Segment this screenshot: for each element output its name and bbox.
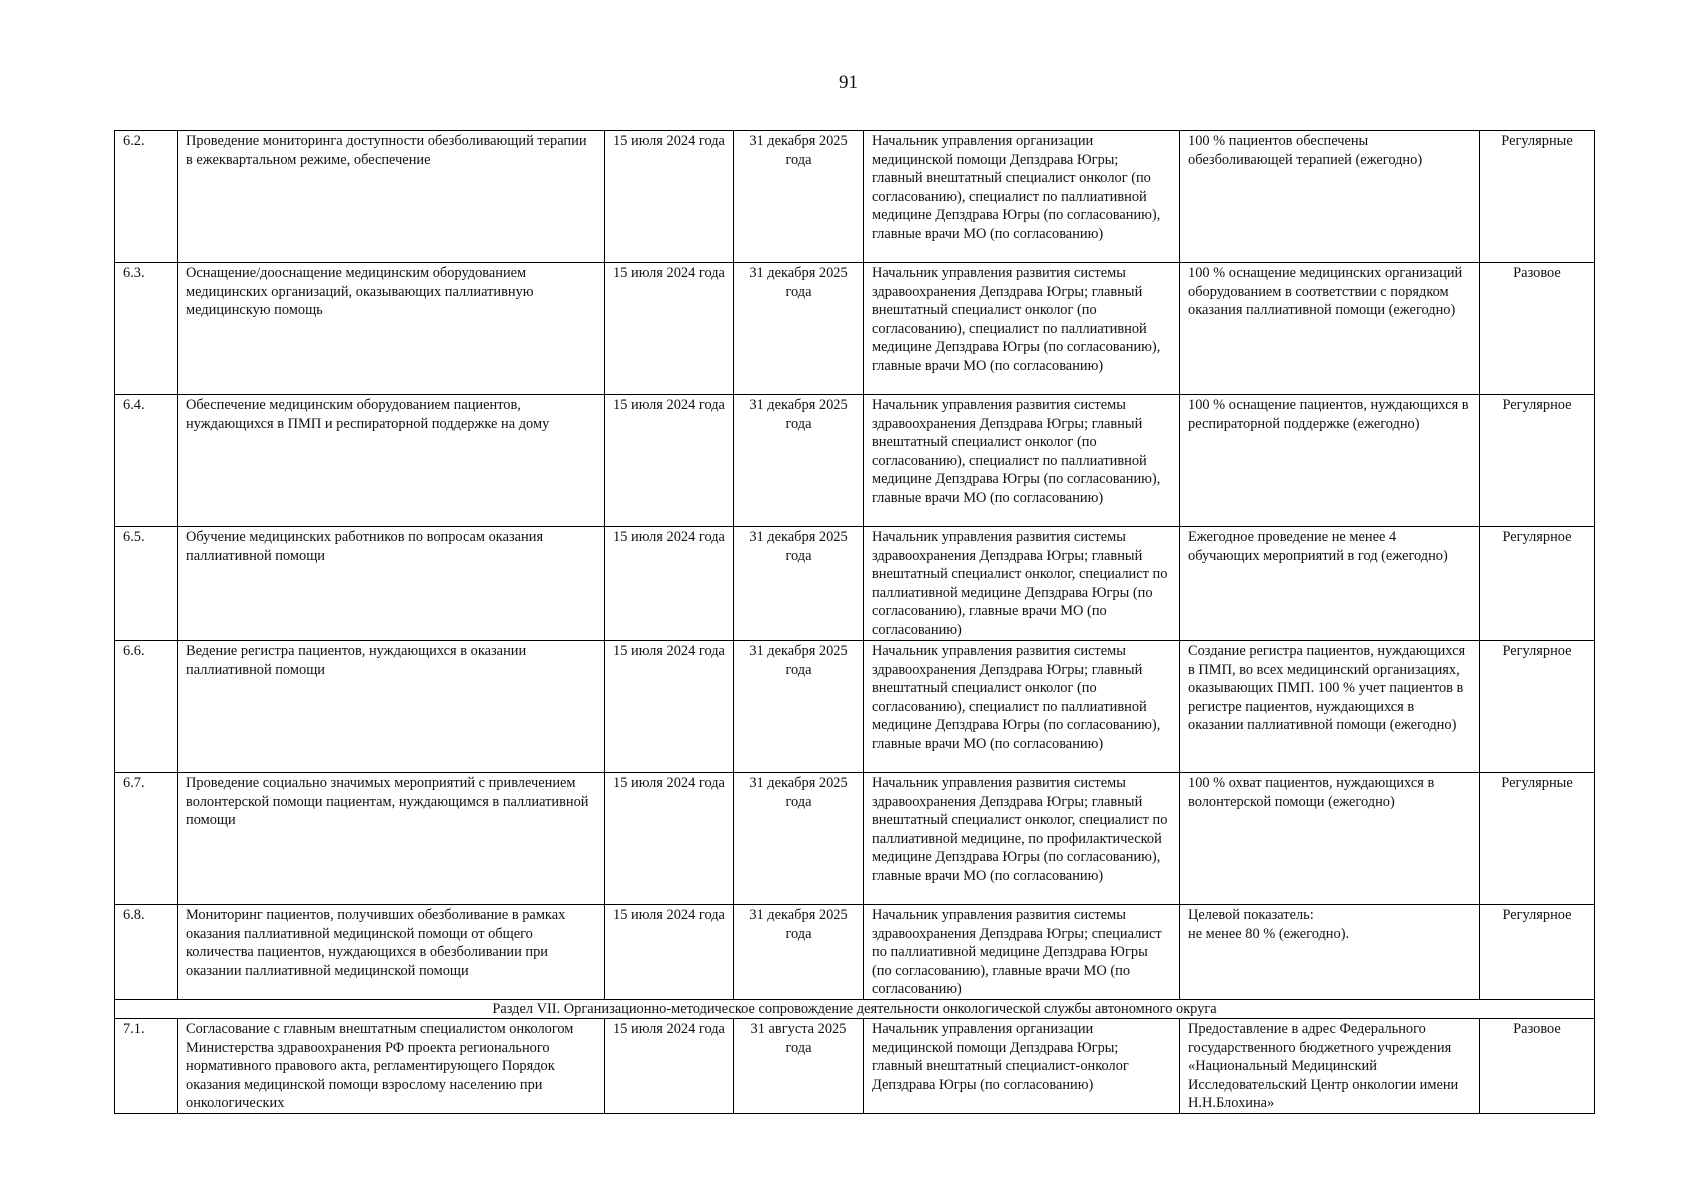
end-date: 31 декабря 2025 года	[734, 263, 864, 395]
event-type: Регулярные	[1480, 131, 1595, 263]
row-number: 6.5.	[115, 527, 178, 641]
table-row	[115, 905, 1595, 1000]
action-plan-table	[114, 130, 1595, 1114]
row-number: 6.8.	[115, 905, 178, 1000]
table-row	[115, 641, 1595, 773]
end-date: 31 августа 2025 года	[734, 1019, 864, 1114]
end-date: 31 декабря 2025 года	[734, 641, 864, 773]
start-date: 15 июля 2024 года	[605, 641, 734, 773]
page-number: 91	[839, 72, 858, 93]
responsible: Начальник управления развития системы здравоохранения Депздрава Югры; главный внештатный специалист онколог, специалист по паллиативной медицине, по профилактической медицине Депздрава Югры (по согласованию), главные врачи МО (по согласованию)	[864, 773, 1180, 905]
event-type: Регулярные	[1480, 773, 1595, 905]
event-name: Ведение регистра пациентов, нуждающихся в оказании паллиативной помощи	[178, 641, 605, 773]
row-number: 6.4.	[115, 395, 178, 527]
responsible: Начальник управления развития системы здравоохранения Депздрава Югры; главный внештатный специалист онколог (по согласованию), специалист по паллиативной медицине Депздрава Югры (по согласованию), главные врачи МО (по согласованию)	[864, 263, 1180, 395]
event-name: Обучение медицинских работников по вопросам оказания паллиативной помощи	[178, 527, 605, 641]
event-type: Регулярное	[1480, 395, 1595, 527]
start-date: 15 июля 2024 года	[605, 773, 734, 905]
table-row	[115, 773, 1595, 905]
expected-result: 100 % оснащение медицинских организаций оборудованием в соответствии с порядком оказания паллиативной помощи (ежегодно)	[1180, 263, 1480, 395]
event-name: Оснащение/дооснащение медицинским оборудованием медицинских организаций, оказывающих паллиативную медицинскую помощь	[178, 263, 605, 395]
event-type: Регулярное	[1480, 641, 1595, 773]
row-number: 6.6.	[115, 641, 178, 773]
row-number: 6.2.	[115, 131, 178, 263]
end-date: 31 декабря 2025 года	[734, 131, 864, 263]
event-name: Обеспечение медицинским оборудованием пациентов, нуждающихся в ПМП и респираторной поддержке на дому	[178, 395, 605, 527]
event-name: Проведение мониторинга доступности обезболивающий терапии в ежеквартальном режиме, обеспечение	[178, 131, 605, 263]
responsible: Начальник управления организации медицинской помощи Депздрава Югры; главный внештатный специалист-онколог Депздрава Югры (по согласованию)	[864, 1019, 1180, 1114]
row-number: 6.3.	[115, 263, 178, 395]
expected-result: 100 % оснащение пациентов, нуждающихся в респираторной поддержке (ежегодно)	[1180, 395, 1480, 527]
start-date: 15 июля 2024 года	[605, 527, 734, 641]
event-type: Разовое	[1480, 1019, 1595, 1114]
table-row	[115, 263, 1595, 395]
start-date: 15 июля 2024 года	[605, 905, 734, 1000]
end-date: 31 декабря 2025 года	[734, 527, 864, 641]
end-date: 31 декабря 2025 года	[734, 773, 864, 905]
expected-result: Создание регистра пациентов, нуждающихся в ПМП, во всех медицинский организациях, оказывающих ПМП. 100 % учет пациентов в регистре пациентов, нуждающихся в оказании паллиативной помощи (ежегодно)	[1180, 641, 1480, 773]
start-date: 15 июля 2024 года	[605, 1019, 734, 1114]
expected-result: Целевой показатель: не менее 80 % (ежегодно).	[1180, 905, 1480, 1000]
event-name: Мониторинг пациентов, получивших обезболивание в рамках оказания паллиативной медицинской помощи от общего количества пациентов, нуждающихся в обезболивании при оказании паллиативной медицинской помощи	[178, 905, 605, 1000]
responsible: Начальник управления развития системы здравоохранения Депздрава Югры; главный внештатный специалист онколог (по согласованию), специалист по паллиативной медицине Депздрава Югры (по согласованию), главные врачи МО (по согласованию)	[864, 395, 1180, 527]
section-header-row	[115, 1000, 1595, 1019]
event-type: Регулярное	[1480, 527, 1595, 641]
table-row	[115, 527, 1595, 641]
event-type: Разовое	[1480, 263, 1595, 395]
start-date: 15 июля 2024 года	[605, 263, 734, 395]
responsible: Начальник управления развития системы здравоохранения Депздрава Югры; главный внештатный специалист онколог (по согласованию), специалист по паллиативной медицине Депздрава Югры (по согласованию), главные врачи МО (по согласованию)	[864, 641, 1180, 773]
end-date: 31 декабря 2025 года	[734, 395, 864, 527]
start-date: 15 июля 2024 года	[605, 395, 734, 527]
section-title: Раздел VII. Организационно-методическое сопровождение деятельности онкологической службы автономного округа	[115, 1000, 1595, 1019]
table-row	[115, 131, 1595, 263]
expected-result: 100 % пациентов обеспечены обезболивающей терапией (ежегодно)	[1180, 131, 1480, 263]
expected-result: 100 % охват пациентов, нуждающихся в волонтерской помощи (ежегодно)	[1180, 773, 1480, 905]
event-type: Регулярное	[1480, 905, 1595, 1000]
event-name: Согласование с главным внештатным специалистом онкологом Министерства здравоохранения РФ проекта регионального нормативного правового акта, регламентирующего Порядок оказания медицинской помощи взрослому населению при онкологических	[178, 1019, 605, 1114]
event-name: Проведение социально значимых мероприятий с привлечением волонтерской помощи пациентам, нуждающимся в паллиативной помощи	[178, 773, 605, 905]
responsible: Начальник управления развития системы здравоохранения Депздрава Югры; специалист по паллиативной медицине Депздрава Югры (по согласованию), главные врачи МО (по согласованию)	[864, 905, 1180, 1000]
responsible: Начальник управления развития системы здравоохранения Депздрава Югры; главный внештатный специалист онколог, специалист по паллиативной медицине Депздрава Югры (по согласованию), главные врачи МО (по согласованию)	[864, 527, 1180, 641]
expected-result: Ежегодное проведение не менее 4 обучающих мероприятий в год (ежегодно)	[1180, 527, 1480, 641]
end-date: 31 декабря 2025 года	[734, 905, 864, 1000]
row-number: 6.7.	[115, 773, 178, 905]
table-row	[115, 395, 1595, 527]
responsible: Начальник управления организации медицинской помощи Депздрава Югры; главный внештатный специалист онколог (по согласованию), специалист по паллиативной медицине Депздрава Югры (по согласованию), главные врачи МО (по согласованию)	[864, 131, 1180, 263]
row-number: 7.1.	[115, 1019, 178, 1114]
start-date: 15 июля 2024 года	[605, 131, 734, 263]
expected-result: Предоставление в адрес Федерального государственного бюджетного учреждения «Национальный Медицинский Исследовательский Центр онкологии имени Н.Н.Блохина»	[1180, 1019, 1480, 1114]
table-row	[115, 1019, 1595, 1114]
